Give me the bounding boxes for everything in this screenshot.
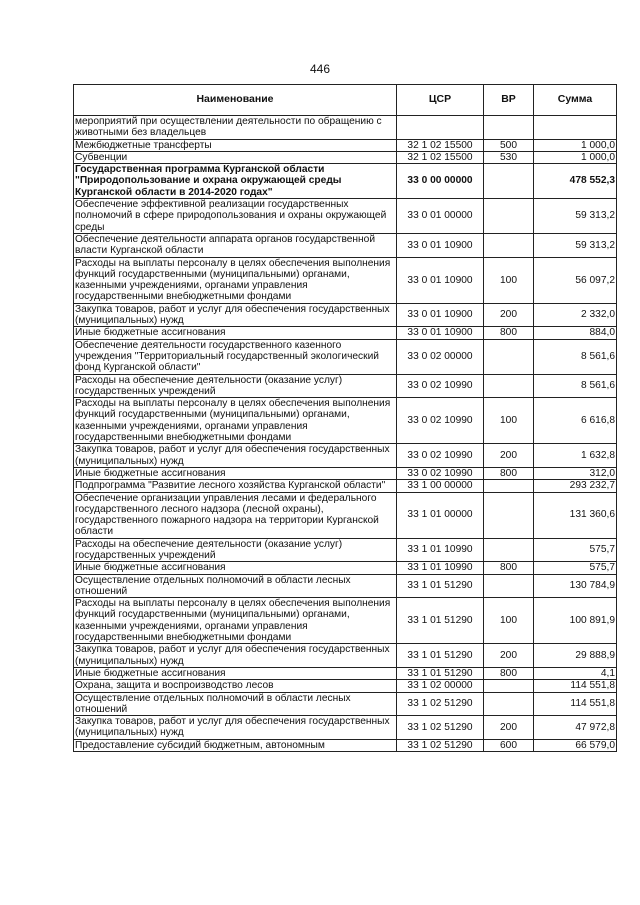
table-row (74, 739, 617, 751)
cell-vr (484, 538, 534, 562)
cell-name: Расходы на обеспечение деятельности (оказание услуг) государственных учреждений (74, 538, 397, 562)
cell-csr: 33 1 02 51290 (397, 716, 484, 740)
cell-csr: 33 1 02 51290 (397, 739, 484, 751)
cell-csr: 33 0 02 10990 (397, 398, 484, 444)
header-vr: ВР (484, 85, 534, 116)
cell-csr: 33 0 01 10900 (397, 327, 484, 339)
cell-name: Предоставление субсидий бюджетным, автономным (74, 739, 397, 751)
header-sum: Сумма (534, 85, 617, 116)
cell-vr (484, 692, 534, 716)
table-row (74, 398, 617, 444)
cell-name: Обеспечение организации управления лесами и федерального государственного лесного надзора (лесной охраны), государственного пожарного надзора на территории Курганской области (74, 492, 397, 538)
table-row (74, 339, 617, 374)
cell-sum: 6 616,8 (534, 398, 617, 444)
cell-csr: 32 1 02 15500 (397, 151, 484, 163)
cell-vr: 800 (484, 667, 534, 679)
cell-name: Закупка товаров, работ и услуг для обеспечения государственных (муниципальных) нужд (74, 716, 397, 740)
cell-sum: 478 552,3 (534, 164, 617, 199)
cell-name: Государственная программа Курганской области "Природопользование и охрана окружающей среды Курганской области в 2014-2020 годах" (74, 164, 397, 199)
cell-name: Иные бюджетные ассигнования (74, 667, 397, 679)
cell-sum: 884,0 (534, 327, 617, 339)
cell-csr: 33 1 01 10990 (397, 562, 484, 574)
cell-csr: 33 0 01 10900 (397, 303, 484, 327)
cell-csr: 33 1 01 51290 (397, 598, 484, 644)
header-name: Наименование (74, 85, 397, 116)
cell-sum (534, 116, 617, 140)
cell-vr: 800 (484, 562, 534, 574)
table-row (74, 538, 617, 562)
table-row (74, 164, 617, 199)
cell-vr (484, 199, 534, 234)
cell-sum: 29 888,9 (534, 644, 617, 668)
cell-vr (484, 374, 534, 398)
table-row (74, 492, 617, 538)
cell-name: Охрана, защита и воспроизводство лесов (74, 680, 397, 692)
cell-sum: 47 972,8 (534, 716, 617, 740)
cell-vr (484, 492, 534, 538)
cell-name: Иные бюджетные ассигнования (74, 562, 397, 574)
cell-csr: 33 1 01 51290 (397, 644, 484, 668)
budget-table (73, 84, 617, 752)
cell-csr: 33 0 00 00000 (397, 164, 484, 199)
cell-sum: 59 313,2 (534, 199, 617, 234)
cell-sum: 8 561,6 (534, 339, 617, 374)
cell-name: Расходы на обеспечение деятельности (оказание услуг) государственных учреждений (74, 374, 397, 398)
table-row (74, 680, 617, 692)
cell-sum: 100 891,9 (534, 598, 617, 644)
table-row (74, 116, 617, 140)
table-row (74, 644, 617, 668)
cell-vr: 100 (484, 398, 534, 444)
table-body (74, 116, 617, 752)
cell-vr: 530 (484, 151, 534, 163)
cell-vr (484, 164, 534, 199)
cell-vr: 500 (484, 139, 534, 151)
cell-name: Иные бюджетные ассигнования (74, 327, 397, 339)
cell-csr: 33 0 02 10990 (397, 467, 484, 479)
cell-sum: 1 632,8 (534, 444, 617, 468)
cell-csr: 33 0 01 00000 (397, 199, 484, 234)
cell-name: Осуществление отдельных полномочий в области лесных отношений (74, 574, 397, 598)
cell-csr: 33 1 01 10990 (397, 538, 484, 562)
table-row (74, 574, 617, 598)
cell-vr: 200 (484, 444, 534, 468)
table-row (74, 444, 617, 468)
cell-name: Обеспечение эффективной реализации государственных полномочий в сфере природопользования и охраны окружающей среды (74, 199, 397, 234)
table-row (74, 233, 617, 257)
table-row (74, 139, 617, 151)
table-row (74, 598, 617, 644)
cell-sum: 575,7 (534, 538, 617, 562)
cell-sum: 56 097,2 (534, 257, 617, 303)
cell-name: Расходы на выплаты персоналу в целях обеспечения выполнения функций государственными (муниципальными) органами, казенными учреждениями, органами управления государственными внебюджетными фондами (74, 257, 397, 303)
cell-sum: 114 551,8 (534, 680, 617, 692)
cell-sum: 8 561,6 (534, 374, 617, 398)
table-row (74, 374, 617, 398)
cell-sum: 4,1 (534, 667, 617, 679)
cell-name: Закупка товаров, работ и услуг для обеспечения государственных (муниципальных) нужд (74, 644, 397, 668)
cell-name: Обеспечение деятельности государственного казенного учреждения "Территориальный государственный экологический фонд Курганской области" (74, 339, 397, 374)
cell-vr (484, 116, 534, 140)
cell-csr: 33 0 02 10990 (397, 444, 484, 468)
cell-name: Осуществление отдельных полномочий в области лесных отношений (74, 692, 397, 716)
page-number: 446 (309, 62, 331, 76)
cell-csr: 33 1 02 51290 (397, 692, 484, 716)
cell-csr: 33 0 02 00000 (397, 339, 484, 374)
cell-sum: 1 000,0 (534, 151, 617, 163)
table-row (74, 151, 617, 163)
table-row (74, 667, 617, 679)
cell-name: Подпрограмма "Развитие лесного хозяйства Курганской области" (74, 480, 397, 492)
table-row (74, 327, 617, 339)
cell-csr: 33 0 01 10900 (397, 257, 484, 303)
cell-csr: 33 0 01 10900 (397, 233, 484, 257)
cell-name: Межбюджетные трансферты (74, 139, 397, 151)
cell-csr: 33 1 02 00000 (397, 680, 484, 692)
cell-vr: 200 (484, 303, 534, 327)
cell-sum: 1 000,0 (534, 139, 617, 151)
table-row (74, 562, 617, 574)
table-row (74, 467, 617, 479)
cell-name: Обеспечение деятельности аппарата органов государственной власти Курганской области (74, 233, 397, 257)
cell-sum: 130 784,9 (534, 574, 617, 598)
table-row (74, 199, 617, 234)
cell-csr: 33 1 01 51290 (397, 667, 484, 679)
cell-vr (484, 480, 534, 492)
cell-name: Расходы на выплаты персоналу в целях обеспечения выполнения функций государственными (муниципальными) органами, казенными учреждениями, органами управления государственными внебюджетными фондами (74, 398, 397, 444)
cell-sum: 114 551,8 (534, 692, 617, 716)
cell-name: Субвенции (74, 151, 397, 163)
table-row (74, 716, 617, 740)
cell-sum: 59 313,2 (534, 233, 617, 257)
table-row (74, 692, 617, 716)
cell-csr (397, 116, 484, 140)
cell-vr (484, 680, 534, 692)
table-header-row (74, 85, 617, 116)
cell-vr: 800 (484, 467, 534, 479)
table-row (74, 303, 617, 327)
cell-sum: 2 332,0 (534, 303, 617, 327)
cell-vr (484, 574, 534, 598)
header-csr: ЦСР (397, 85, 484, 116)
cell-vr: 200 (484, 644, 534, 668)
cell-name: Расходы на выплаты персоналу в целях обеспечения выполнения функций государственными (муниципальными) органами, казенными учреждениями, органами управления государственными внебюджетными фондами (74, 598, 397, 644)
cell-name: мероприятий при осуществлении деятельности по обращению с животными без владельцев (74, 116, 397, 140)
cell-vr: 100 (484, 598, 534, 644)
cell-sum: 312,0 (534, 467, 617, 479)
cell-vr: 800 (484, 327, 534, 339)
table-row (74, 480, 617, 492)
cell-csr: 33 0 02 10990 (397, 374, 484, 398)
cell-sum: 293 232,7 (534, 480, 617, 492)
cell-name: Закупка товаров, работ и услуг для обеспечения государственных (муниципальных) нужд (74, 303, 397, 327)
cell-vr (484, 339, 534, 374)
cell-vr: 600 (484, 739, 534, 751)
cell-vr: 100 (484, 257, 534, 303)
cell-csr: 33 1 00 00000 (397, 480, 484, 492)
cell-csr: 33 1 01 51290 (397, 574, 484, 598)
cell-csr: 32 1 02 15500 (397, 139, 484, 151)
cell-vr (484, 233, 534, 257)
cell-sum: 575,7 (534, 562, 617, 574)
cell-vr: 200 (484, 716, 534, 740)
cell-sum: 66 579,0 (534, 739, 617, 751)
table-row (74, 257, 617, 303)
cell-name: Закупка товаров, работ и услуг для обеспечения государственных (муниципальных) нужд (74, 444, 397, 468)
cell-name: Иные бюджетные ассигнования (74, 467, 397, 479)
cell-csr: 33 1 01 00000 (397, 492, 484, 538)
cell-sum: 131 360,6 (534, 492, 617, 538)
